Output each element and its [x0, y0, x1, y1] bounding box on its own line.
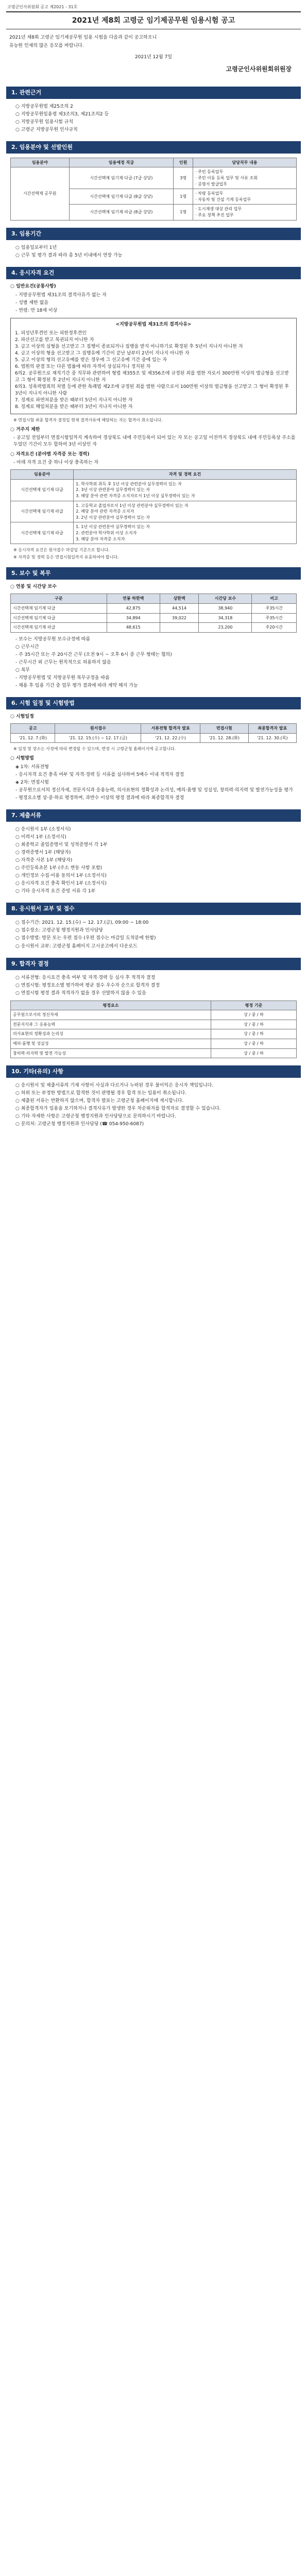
- table-cell: 42,875: [107, 603, 160, 613]
- table-cell: 상 / 중 / 하: [211, 1010, 297, 1020]
- box-text: 1. 피성년후견인 또는 피한정후견인 2. 파산선고를 받고 복권되지 아니한 자 3. 금고 이상의 실형을 선고받고 그 집행이 종료되거나 집행을 받지 아니하기로 확정된 후 5년이 지나지 아니한 자 4. 금고 이상의 형을 선고받고 그 집행유예 기간이 끝난 날부터 2년이 지나지 아니한 자 5. 금고 이상의 형의 선고유예를 받은 경우에 그 선고유예 기간 중에 있는 자 6. 법원의 판결 또는 다른 법률에 따라 자격이 상실되거나 정지된 자 6의2. 공무원으로 재직기간 중 직무와 관련하여 형법 제355조 및 제356조에 규정된 죄를 범한 자로서 300만원 이상의 벌금형을 선고받고 그 형이 확정된 후 2년이 지나지 아니한 자 6의3. 성폭력범죄의 처벌 등에 관한 특례법 제2조에 규정된 죄를 범한 사람으로서 100만원 이상의 벌금형을 선고받고 그 형이 확정된 후 3년이 지나지 아니한 사람 7. 징계로 파면처분을 받은 때부터 5년이 지나지 아니한 자 8. 징계로 해임처분을 받은 때부터 3년이 지나지 아니한 자: [15, 330, 289, 410]
- list-item: - 성별 제한 없음: [15, 300, 48, 306]
- table-row: [11, 733, 297, 743]
- subheading: ○ 시험방법: [10, 755, 34, 761]
- list-item: ○ 접수장소: 고령군청 행정지원과 인사담당: [15, 928, 104, 934]
- list-item: ○ 지방공무원임용령 제3조의3, 제21조의2 등: [15, 111, 109, 117]
- list-item: ○ 최종학교 졸업증명서 및 성적증명서 각 1부: [15, 842, 108, 848]
- table-cell: '21. 12. 28.(화): [200, 733, 248, 743]
- list-item: - 공무원으로서의 정신자세, 전문지식과 응용능력, 의사표현의 정확성과 논리성, 예의·품행 및 성실성, 창의력·의지력 및 발전가능성을 평가: [15, 788, 293, 793]
- section-10-body: [0, 1082, 307, 1128]
- table-header: 인원: [174, 158, 193, 167]
- table-header: 시간당 보수: [199, 594, 252, 604]
- table-row: [11, 1039, 297, 1049]
- table-row: [11, 623, 297, 633]
- list-item: ○ 허위 또는 부정한 방법으로 합격한 것이 판명될 경우 합격 또는 임용이 취소됩니다.: [15, 1091, 186, 1096]
- table-cell: 주35시간: [252, 613, 297, 623]
- subheading: ○ 거주지 제한: [10, 427, 40, 432]
- list-item: - 연령: 만 18세 이상: [15, 308, 58, 313]
- list-item: ○ 응시원서 1부 (소정서식): [15, 827, 71, 833]
- table-cell: 상 / 중 / 하: [211, 1029, 297, 1039]
- table-cell: 38,940: [199, 603, 252, 613]
- table-cell: 44,514: [160, 603, 199, 613]
- table-cell: 1. 고등학교 졸업자로서 1년 이상 관련분야 실무경력이 있는 자 2. 해당 분야 관련 자격증 소지자 3. 2년 이상 관련분야 실무경력이 있는 자: [74, 501, 297, 522]
- salary-table: [10, 594, 297, 632]
- table-cell: '21. 12. 30.(목): [248, 733, 296, 743]
- section-7-heading: 7. 제출서류: [6, 809, 301, 822]
- list-item: ○ 최종합격자가 임용을 포기하거나 결격사유가 발생한 경우 차순위자를 합격자로 결정할 수 있습니다.: [15, 1106, 221, 1112]
- table-cell: 39,022: [160, 613, 199, 623]
- paragraph: - 아래 자격 요건 중 하나 이상 충족하는 자: [13, 460, 99, 466]
- table-cell: 예의·품행 및 성실성: [11, 1039, 211, 1049]
- table-cell: 23,200: [199, 623, 252, 633]
- section-2-body: [0, 158, 307, 221]
- table-cell: '21. 12. 22.(수): [141, 733, 200, 743]
- section-1-body: [0, 103, 307, 134]
- table-cell: 48,615: [107, 623, 160, 633]
- list-item: ○ 문의처: 고령군청 행정지원과 인사담당 (☎ 054-950-6087): [15, 1122, 144, 1127]
- table-cell: 34,318: [199, 613, 252, 623]
- table-header: 서류전형 합격자 발표: [141, 724, 200, 734]
- list-item: - 지방공무원법 및 지방공무원 복무규정을 따름: [15, 675, 110, 681]
- table-row: [11, 501, 297, 522]
- subheading: ○ 연봉 및 시간당 보수: [10, 584, 57, 590]
- list-item: ○ 응시자격 요건 충족 확인서 1부 (소정서식): [15, 881, 107, 887]
- table-cell: 시간선택제 임기제 라급: [11, 501, 74, 522]
- table-header: 연봉 하한액: [107, 594, 160, 604]
- table-cell: 시간선택제 임기제 라급: [11, 623, 107, 633]
- table-row: [11, 479, 297, 501]
- table-header: 평정요소: [11, 1001, 211, 1010]
- section-1-heading: 1. 관련근거: [6, 87, 301, 99]
- table-header: 평정 기준: [211, 1001, 297, 1010]
- table-cell: 상 / 중 / 하: [211, 1048, 297, 1058]
- table-cell: 3명: [174, 167, 193, 189]
- section-10-heading: 10. 기타(유의) 사항: [6, 1065, 301, 1078]
- table-cell: 시간선택제 임기제 다급: [11, 479, 74, 501]
- table-cell: 전문지식과 그 응용능력: [11, 1020, 211, 1029]
- table-header: 비고: [252, 594, 297, 604]
- section-3-heading: 3. 임용기간: [6, 228, 301, 240]
- table-header: 상한액: [160, 594, 199, 604]
- table-cell: 상 / 중 / 하: [211, 1039, 297, 1049]
- table-cell: 1명: [174, 205, 193, 220]
- recruitment-table: [10, 158, 297, 221]
- subheading: ○ 시험일정: [10, 714, 34, 719]
- table-cell: · 도시재생 대상 관리 업무 · 주요 정책 추진 업무: [193, 205, 297, 220]
- list-item: ○ 이력서 1부 (소정서식): [15, 835, 66, 840]
- intro-line: 유능한 인재의 많은 응모를 바랍니다.: [9, 43, 84, 49]
- list-item: - 보수는 지방공무원 보수규정에 따름: [15, 636, 91, 642]
- list-item: ○ 지방공무원법 제25조의 2: [15, 104, 73, 109]
- table-row: [11, 167, 297, 189]
- list-item: ○ 복무: [15, 667, 30, 673]
- list-item: - 지방공무원법 제31조의 결격사유가 없는 자: [15, 292, 107, 298]
- list-item: ○ 근무시간: [15, 644, 39, 650]
- table-cell: [160, 623, 199, 633]
- list-item: ○ 임용일로부터 1년: [15, 245, 57, 250]
- table-row: [11, 603, 297, 613]
- table-cell: '21. 12. 15.(수) ~ 12. 17.(금): [55, 733, 141, 743]
- section-7-body: [0, 826, 307, 895]
- section-2-heading: 2. 임용분야 및 선발인원: [6, 141, 301, 154]
- table-cell: 시간선택제 임기제 라급: [11, 522, 74, 544]
- table-header: 임용분야: [11, 158, 70, 167]
- subheading: ○ 일반요건(공통사항): [10, 283, 56, 289]
- page-title: 2021년 제8회 고령군 임기제공무원 임용시험 공고: [6, 11, 301, 29]
- table-row: [11, 1048, 297, 1058]
- table-header: 구분: [11, 594, 107, 604]
- list-item: ○ 접수기간: 2021. 12. 15.(수) ~ 12. 17.(금), 09:00 ~ 18:00: [15, 920, 149, 926]
- qualification-table: [10, 469, 297, 544]
- section-4-heading: 4. 응시자격 요건: [6, 267, 301, 279]
- table-header: 원서접수: [55, 724, 141, 734]
- section-9-body: [0, 974, 307, 1059]
- section-5-heading: 5. 보수 및 복무: [6, 567, 301, 580]
- list-item: ○ 고령군 지방공무원 인사규칙: [15, 127, 78, 132]
- list-item: ○ 접수방법: 방문 또는 우편 접수 (우편 접수는 마감일 도착분에 한함): [15, 936, 156, 941]
- list-item: ○ 기타 자세한 사항은 고령군청 행정지원과 인사담당으로 문의하시기 바랍니다.: [15, 1114, 176, 1120]
- table-cell: 상 / 중 / 하: [211, 1020, 297, 1029]
- list-item: ○ 기타 응시자격 요건 증빙 서류 각 1부: [15, 889, 96, 894]
- notice-number: 고령군인사위원회 공고 제2021 - 31호: [7, 5, 78, 9]
- table-header: 최종합격자 발표: [248, 724, 296, 734]
- section-8-body: [0, 919, 307, 950]
- table-cell: 시간선택제 임기제 다급 (7급 상당): [69, 167, 174, 189]
- announcement-date: 2021년 12월 7일: [135, 55, 172, 60]
- list-item: ○ 면접시험 평정 결과 적격자가 없을 경우 선발하지 않을 수 있음: [15, 990, 146, 996]
- table-header: 면접시험: [200, 724, 248, 734]
- table-cell: 34,894: [107, 613, 160, 623]
- list-item: - 평정요소별 상·중·하로 평정하며, 과반수 이상의 평정 결과에 따라 최종합격자 결정: [15, 795, 184, 801]
- table-cell: 의사표현의 정확성과 논리성: [11, 1029, 211, 1039]
- table-row: [11, 1020, 297, 1029]
- list-item: ○ 지방공무원 임용시험 규칙: [15, 119, 74, 125]
- issuing-authority: 고령군인사위원회위원장: [226, 65, 292, 73]
- table-cell: 1. 학사학위 취득 후 1년 이상 관련분야 실무경력이 있는 자 2. 3년 이상 관련분야 실무경력이 있는 자 3. 해당 분야 관련 자격증 소지자로서 1년 이상 실무경력이 있는 자: [74, 479, 297, 501]
- note-text: ※ 응시자격 요건은 원서접수 마감일 기준으로 합니다.: [13, 548, 110, 553]
- list-item: ○ 서류전형: 응시요건 충족 여부 및 자격·경력 등 심사 후 적격자 결정: [15, 975, 156, 980]
- section-6-heading: 6. 시험 일정 및 시험방법: [6, 697, 301, 709]
- list-item: - 채용 후 임용 기간 중 업무 평가 결과에 따라 계약 해지 가능: [15, 683, 138, 688]
- table-header: 자격 및 경력 요건: [74, 470, 297, 480]
- intro-line: 2021년 제8회 고령군 임기제공무원 임용 시험을 다음과 같이 공고하오니: [9, 35, 157, 41]
- table-cell: '21. 12. 7.(화): [11, 733, 55, 743]
- note-text: ※ 일정 및 장소는 사정에 따라 변경될 수 있으며, 변경 시 고령군청 홈페이지에 공고합니다.: [13, 747, 176, 752]
- list-item: ○ 제출된 서류는 반환하지 않으며, 합격자 발표는 고령군청 홈페이지에 게시합니다.: [15, 1098, 184, 1104]
- table-row: [11, 1029, 297, 1039]
- table-cell: · 주민 등록업무 · 주민 이동 등록 업무 및 사유 조회 · 증명서 발급업무: [193, 167, 297, 189]
- table-cell: 공무원으로서의 정신자세: [11, 1010, 211, 1020]
- box-title: <지방공무원법 제31조의 결격사유>: [115, 321, 192, 327]
- table-cell: 시간선택제 공무원: [11, 167, 70, 220]
- list-item: - 응시자격 요건 충족 여부 및 자격·경력 등 서류를 심사하여 5배수 이내 적격자 결정: [15, 772, 184, 777]
- list-item: ◈ 2차: 면접시험: [15, 779, 49, 785]
- section-3-body: [0, 244, 307, 260]
- table-cell: 시간선택제 임기제 다급: [11, 613, 107, 623]
- subheading: ○ 자격요건 (분야별 자격증 또는 경력): [10, 452, 90, 457]
- table-header: 임용예정 직급: [69, 158, 174, 167]
- table-row: [11, 522, 297, 544]
- table-row: [11, 613, 297, 623]
- table-cell: 주20시간: [252, 623, 297, 633]
- list-item: ○ 응시원서 및 제출서류의 기재 사항이 사실과 다르거나 누락된 경우 불이익은 응시자 책임입니다.: [15, 1083, 214, 1089]
- note-text: ※ 면접시험 최종 합격자 결정일 현재 결격사유에 해당하는 자는 합격이 취소됩니다.: [13, 418, 163, 423]
- schedule-table: [10, 723, 297, 743]
- section-8-heading: 8. 응시원서 교부 및 접수: [6, 903, 301, 915]
- list-item: ○ 경력증명서 1부 (해당자): [15, 850, 71, 856]
- table-cell: 시간선택제 임기제 다급: [11, 603, 107, 613]
- table-header: 공고: [11, 724, 55, 734]
- list-item: - 주 35시간 또는 주 20시간 근무 (오전 9시 ~ 오후 6시 중 근무 형태는 협의): [15, 652, 172, 657]
- paragraph: - 공고일 전일부터 면접시험일까지 계속하여 경상북도 내에 주민등록이 되어 있는 자 또는 공고일 이전까지 경상북도 내에 주민등록상 주소를 두었던 기간이 모두 합하여 3년 이상인 자: [13, 435, 296, 448]
- evaluation-table: [10, 1001, 297, 1059]
- table-cell: 주35시간: [252, 603, 297, 613]
- section-4-body: [0, 283, 307, 561]
- table-cell: 시간선택제 임기제 다급 (8급 상당): [69, 189, 174, 205]
- disqualification-box: [10, 318, 297, 415]
- section-9-heading: 9. 합격자 결정: [6, 958, 301, 970]
- note-text: ※ 자격증 및 경력 등은 면접시험일까지 유효하여야 합니다.: [13, 554, 119, 560]
- section-6-body: [0, 714, 307, 802]
- table-header: 임용분야: [11, 470, 74, 480]
- table-cell: 1. 1년 이상 관련분야 실무경력이 있는 자 2. 관련분야 학사학위 이상 소지자 3. 해당 분야 자격증 소지자: [74, 522, 297, 544]
- list-item: ○ 면접시험: 평정요소별 평가하여 평균 점수 우수자 순으로 합격자 결정: [15, 982, 160, 988]
- intro-text: [0, 29, 307, 52]
- table-cell: 시간선택제 임기제 라급 (8급 상당): [69, 205, 174, 220]
- list-item: ○ 응시원서 교부: 고령군청 홈페이지 고시공고에서 다운로드: [15, 943, 138, 949]
- table-cell: · 차량 등록업무 · 자동차 및 건설 기계 등록업무: [193, 189, 297, 205]
- table-row: [11, 1010, 297, 1020]
- list-item: ○ 개인정보 수집·이용 동의서 1부 (소정서식): [15, 873, 107, 879]
- section-5-body: [0, 584, 307, 690]
- list-item: ○ 주민등록초본 1부 (주소 변동 사항 포함): [15, 866, 103, 871]
- list-item: - 근무시간 외 근무는 원칙적으로 허용하지 않음: [15, 659, 111, 665]
- table-cell: 창의력·의지력 및 발전 가능성: [11, 1048, 211, 1058]
- table-cell: 1명: [174, 189, 193, 205]
- table-header: 담당직무 내용: [193, 158, 297, 167]
- list-item: ○ 근무 및 평가 결과 따라 총 5년 이내에서 연장 가능: [15, 252, 123, 258]
- list-item: ◈ 1차: 서류전형: [15, 764, 49, 770]
- list-item: ○ 자격증 사본 1부 (해당자): [15, 858, 73, 863]
